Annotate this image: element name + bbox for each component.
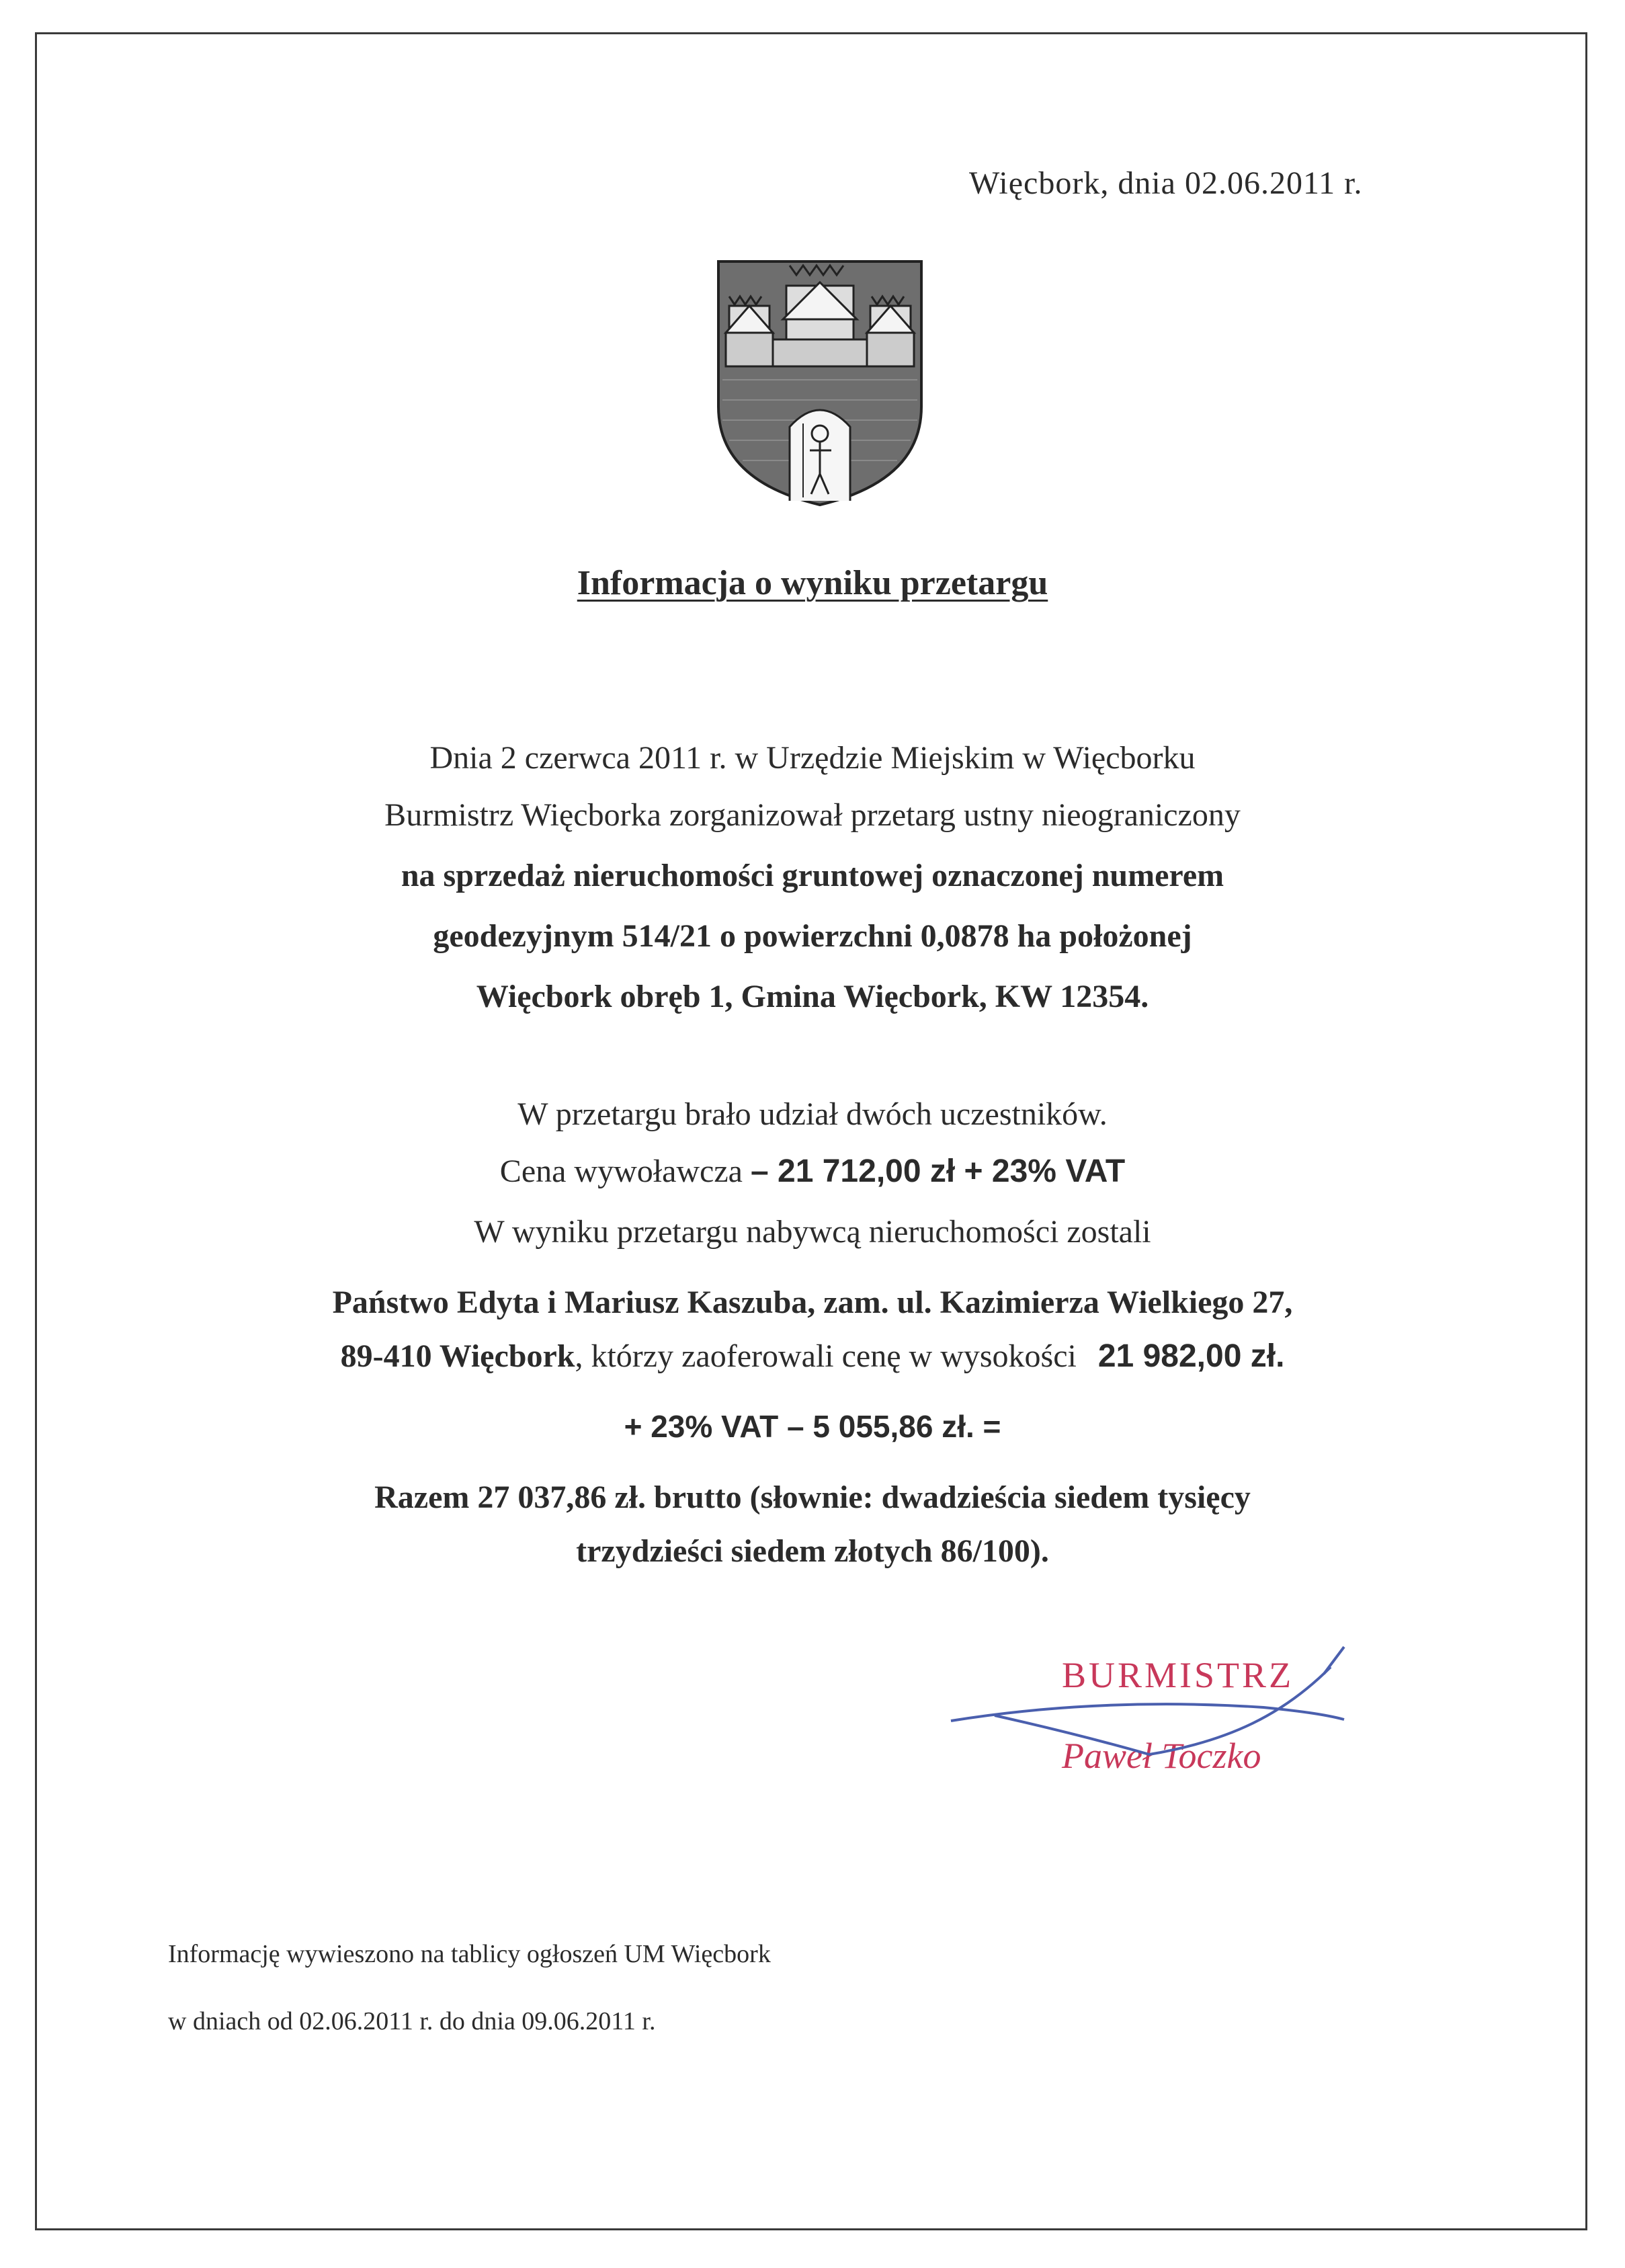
offer-price: 21 982,00 zł. [1097,1338,1285,1374]
footer-line-1: Informację wywieszono na tablicy ogłoszeń UM Więcbork [168,1940,771,1968]
paragraph-1-line-5: Więcbork obręb 1, Gmina Więcbork, KW 12354. [476,979,1149,1014]
paragraph-2-line-1: W przetargu brało udział dwóch uczestników. [517,1096,1108,1132]
footer-line-2: w dniach od 02.06.2011 r. do dnia 09.06.2011 r. [168,2007,656,2035]
stamp-name: Paweł Toczko [1062,1736,1261,1776]
paragraph-3-line-1: Państwo Edyta i Mariusz Kaszuba, zam. ul. Kazimierza Wielkiego 27, [332,1285,1293,1320]
total-line-1: Razem 27 037,86 zł. brutto (słownie: dwadzieścia siedem tysięcy [374,1480,1251,1515]
starting-price-value: – 21 712,00 zł + 23% VAT [750,1153,1126,1189]
paragraph-1-line-2: Burmistrz Więcborka zorganizował przetarg ustny nieograniczony [384,797,1241,833]
stamp-title: BURMISTRZ [1062,1655,1294,1695]
paragraph-1-line-3: na sprzedaż nieruchomości gruntowej oznaczonej numerem [401,858,1224,893]
paragraph-2-line-2 [0,1153,1625,1190]
document-title: Informacja o wyniku przetargu [577,564,1048,602]
paragraph-1-line-4: geodezyjnym 514/21 o powierzchni 0,0878 ha położonej [433,918,1192,954]
paragraph-3-line-2 [0,1338,1625,1375]
offer-text: , którzy zaoferowali cenę w wysokości [575,1338,1077,1374]
buyer-city: 89-410 Więcbork [340,1338,575,1374]
paragraph-2-line-3: W wyniku przetargu nabywcą nieruchomości zostali [474,1214,1151,1250]
vat-line: + 23% VAT – 5 055,86 zł. = [624,1409,1001,1444]
signature-stamp [948,1640,1364,1801]
document-date: Więcbork, dnia 02.06.2011 r. [969,165,1363,201]
starting-price-label: Cena wywoławcza [499,1153,743,1189]
total-line-2: trzydzieści siedem złotych 86/100). [576,1533,1049,1569]
paragraph-1-line-1: Dnia 2 czerwca 2011 r. w Urzędzie Miejskim w Więcborku [429,740,1196,776]
coat-of-arms-icon [716,259,924,508]
